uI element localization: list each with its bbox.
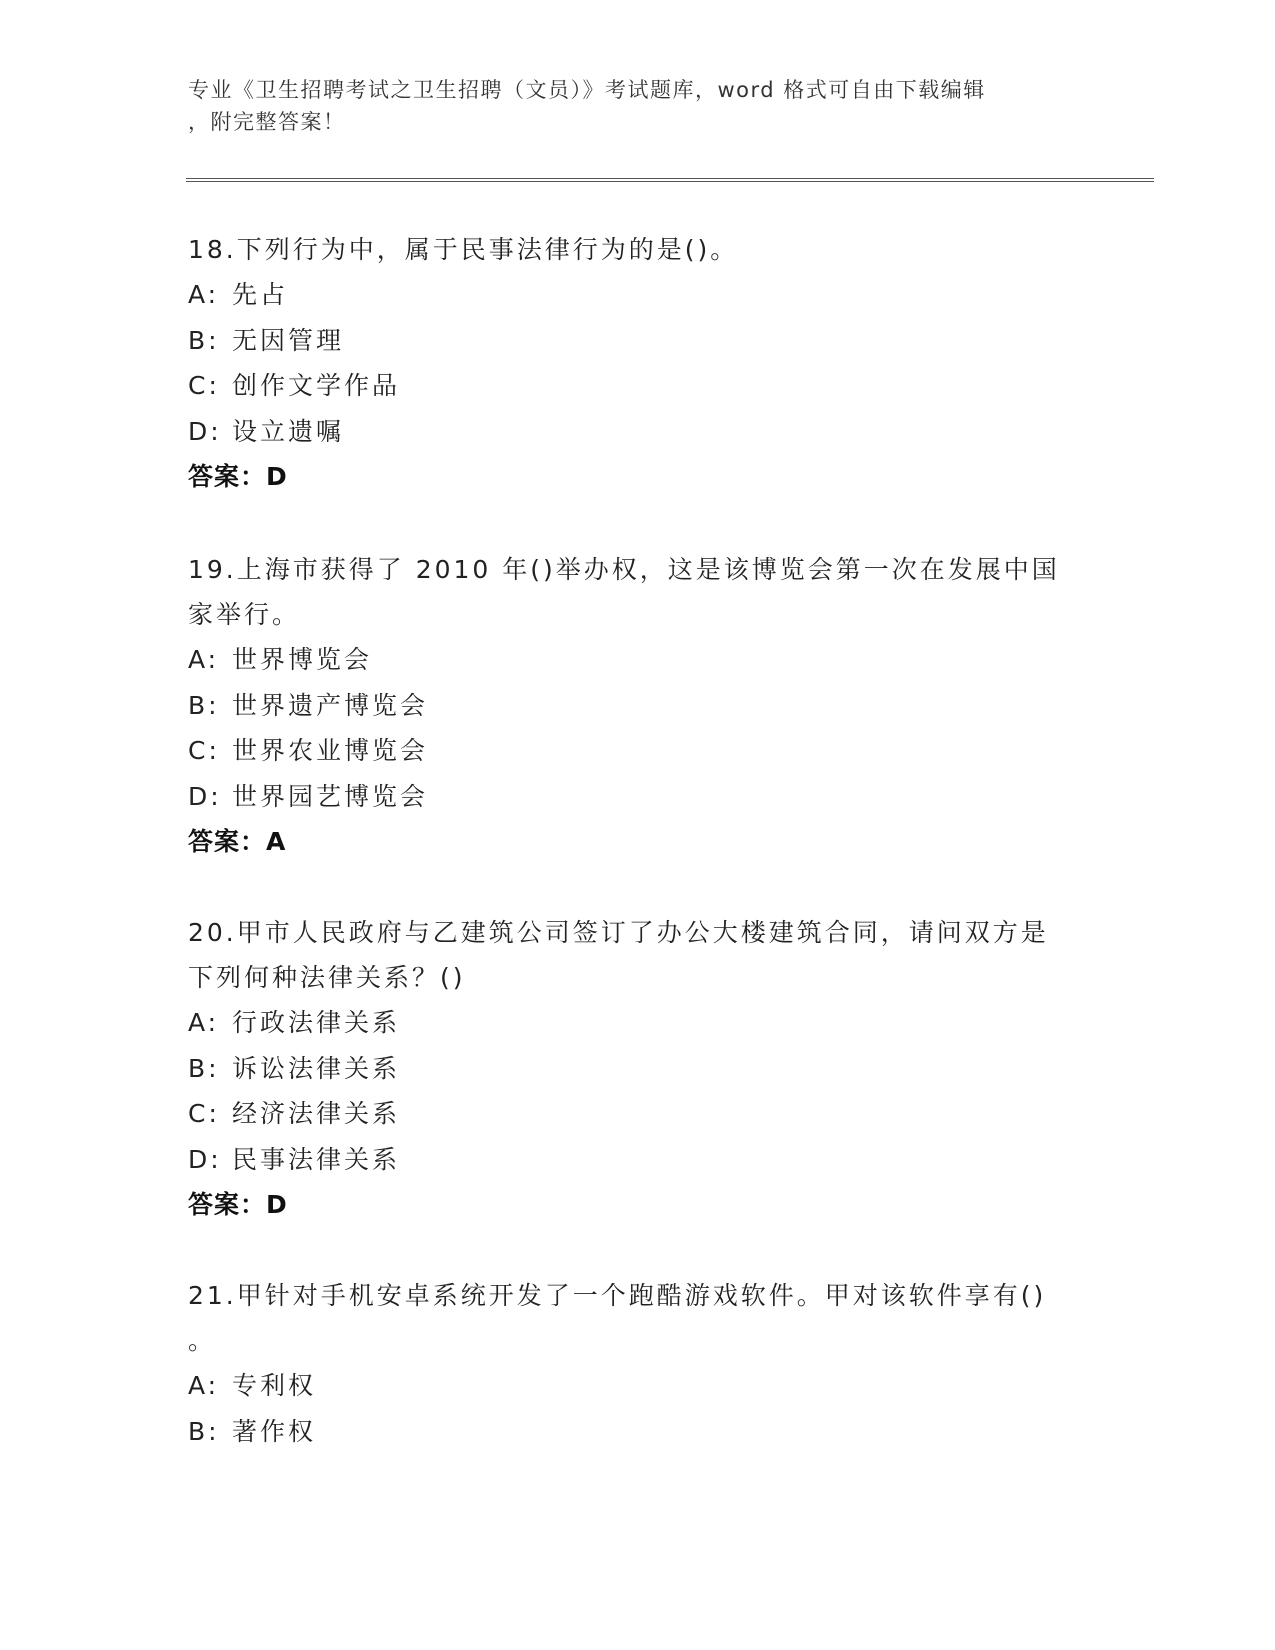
option-letter: A:	[188, 1008, 220, 1037]
option-text: 专利权	[232, 1371, 317, 1400]
header-divider	[186, 178, 1154, 182]
option-text: 设立遗嘱	[232, 416, 345, 446]
option-letter: D:	[188, 1144, 222, 1174]
question-20	[188, 910, 1088, 1227]
answer: 答案：A	[188, 827, 287, 856]
option-text: 著作权	[232, 1416, 317, 1446]
option-letter: A:	[188, 280, 220, 309]
header-line-2: ，附完整答案！	[188, 110, 346, 134]
option-a	[188, 637, 1088, 683]
option-text: 世界博览会	[232, 645, 373, 674]
question-stem-line-1: 21.甲针对手机安卓系统开发了一个跑酷游戏软件。甲对该软件享有()	[188, 1281, 1047, 1310]
option-d	[188, 774, 1088, 820]
option-letter: D:	[188, 781, 222, 811]
option-a	[188, 272, 1088, 318]
question-18	[188, 227, 1088, 499]
option-a	[188, 1000, 1088, 1046]
option-text: 诉讼法律关系	[232, 1053, 401, 1083]
question-stem: 18.下列行为中，属于民事法律行为的是()。	[188, 235, 739, 264]
option-c	[188, 363, 1088, 409]
option-b	[188, 318, 1088, 364]
option-text: 世界遗产博览会	[232, 690, 429, 720]
option-letter: C:	[188, 736, 220, 765]
option-b	[188, 1046, 1088, 1092]
option-text: 先占	[232, 280, 289, 309]
question-stem-line-2: 。	[188, 1326, 217, 1355]
option-letter: C:	[188, 1099, 220, 1128]
option-letter: A:	[188, 1371, 220, 1400]
option-b	[188, 1409, 1088, 1455]
option-b	[188, 683, 1088, 729]
option-text: 行政法律关系	[232, 1008, 401, 1037]
question-stem-line-2: 下列何种法律关系？()	[188, 963, 466, 992]
question-stem-line-2: 家举行。	[188, 600, 301, 629]
option-letter: B:	[188, 1416, 220, 1446]
answer: 答案：D	[188, 462, 288, 491]
option-d	[188, 409, 1088, 455]
option-letter: B:	[188, 690, 220, 720]
option-letter: C:	[188, 371, 220, 400]
question-21	[188, 1273, 1088, 1454]
option-letter: B:	[188, 325, 220, 355]
option-text: 经济法律关系	[232, 1099, 401, 1128]
option-c	[188, 728, 1088, 774]
question-stem-line-1: 20.甲市人民政府与乙建筑公司签订了办公大楼建筑合同，请问双方是	[188, 918, 1049, 947]
option-a	[188, 1363, 1088, 1409]
option-text: 创作文学作品	[232, 371, 401, 400]
option-d	[188, 1137, 1088, 1183]
option-letter: B:	[188, 1053, 220, 1083]
question-stem-line-1: 19.上海市获得了 2010 年()举办权，这是该博览会第一次在发展中国	[188, 555, 1060, 584]
document-header	[188, 74, 1068, 138]
option-letter: A:	[188, 645, 220, 674]
question-19	[188, 547, 1088, 864]
answer: 答案：D	[188, 1190, 288, 1219]
option-text: 无因管理	[232, 325, 345, 355]
option-text: 世界园艺博览会	[232, 781, 429, 811]
option-letter: D:	[188, 416, 222, 446]
header-line-1: 专业《卫生招聘考试之卫生招聘（文员）》考试题库，word 格式可自由下载编辑	[188, 78, 986, 102]
option-text: 民事法律关系	[232, 1144, 401, 1174]
option-text: 世界农业博览会	[232, 736, 429, 765]
option-c	[188, 1091, 1088, 1137]
